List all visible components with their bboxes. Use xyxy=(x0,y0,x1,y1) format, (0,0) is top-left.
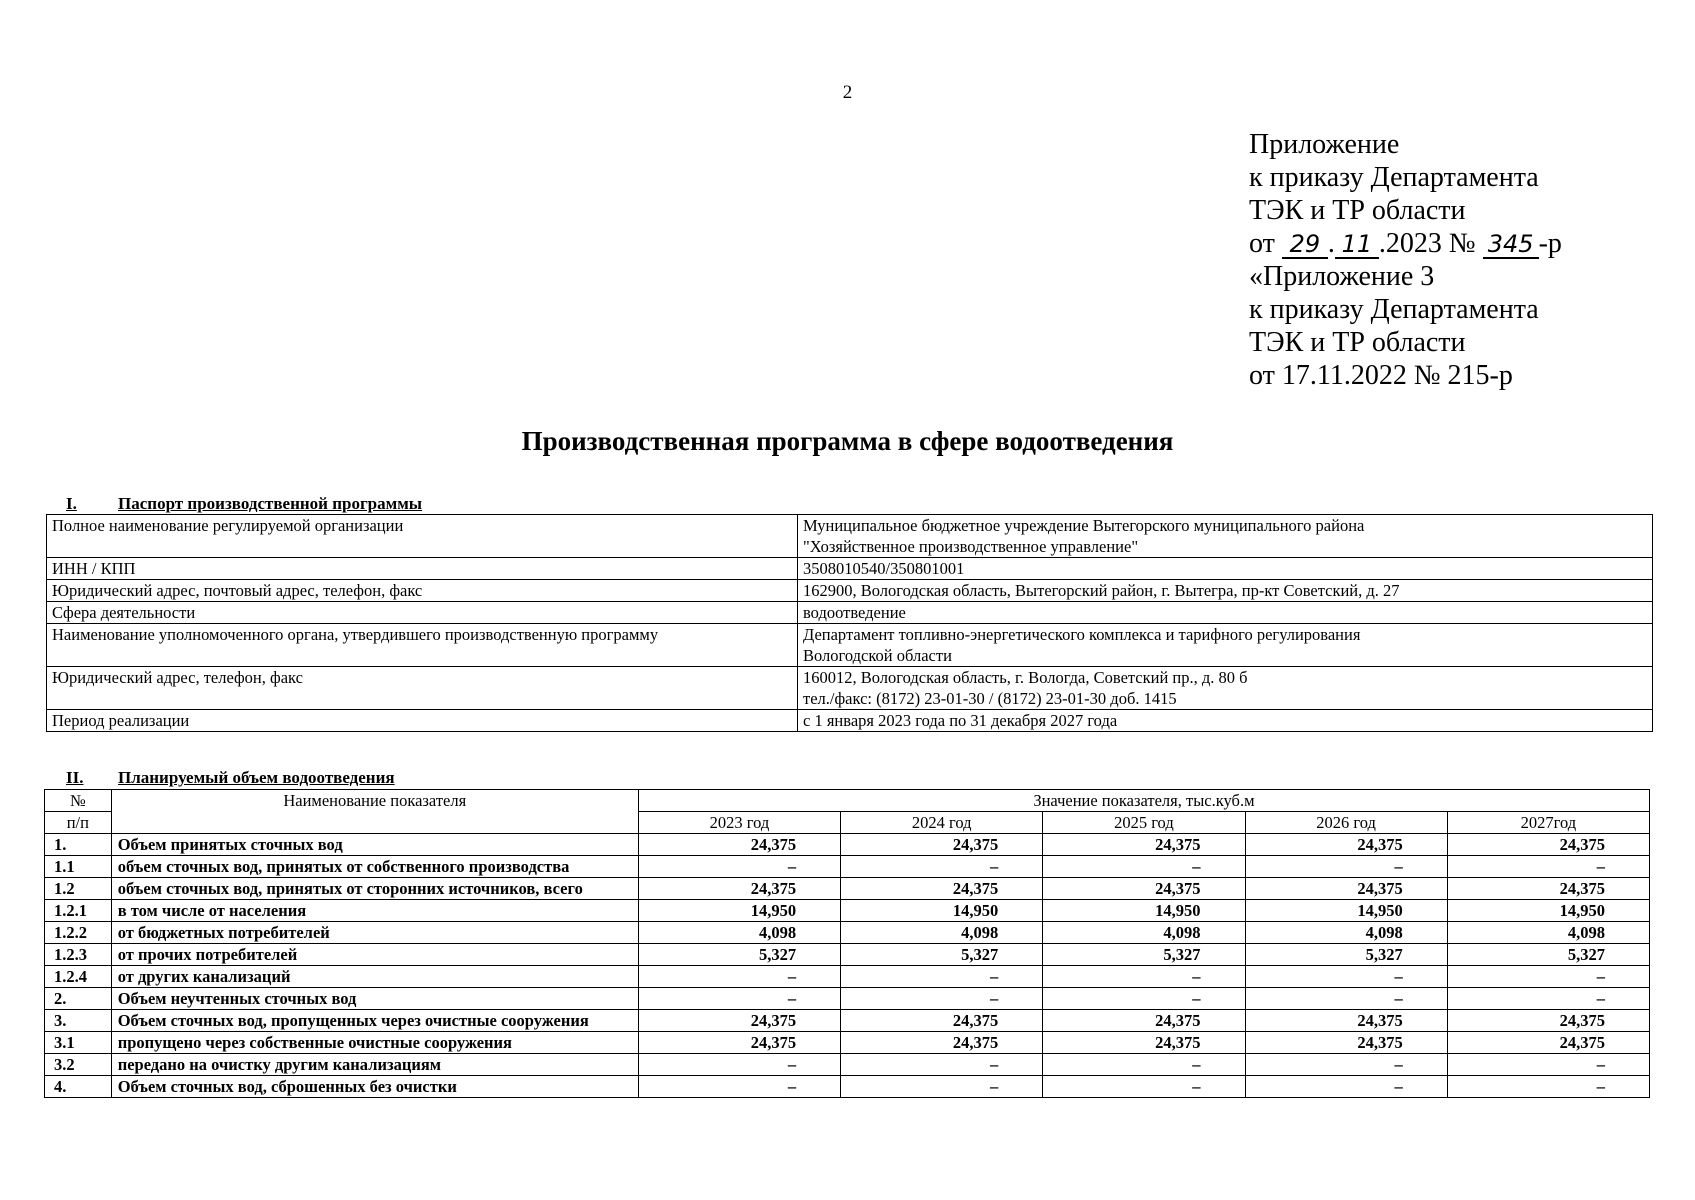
row-value: 24,375 xyxy=(1245,1010,1447,1032)
table-row xyxy=(45,1076,1650,1098)
row-value: – xyxy=(1245,1076,1447,1098)
appendix-date-line: от 29 . 11 .2023 № 345 -р xyxy=(1249,228,1562,259)
row-value: – xyxy=(1447,1076,1649,1098)
section-number: II. xyxy=(66,768,84,787)
row-number: 3. xyxy=(45,1010,112,1032)
row-value: 24,375 xyxy=(841,878,1043,900)
row-value: – xyxy=(841,988,1043,1010)
row-value: – xyxy=(638,1054,840,1076)
passport-value xyxy=(798,580,1653,602)
row-number: 1.2.4 xyxy=(45,966,112,988)
handwritten-month: 11 xyxy=(1335,231,1379,259)
table-row xyxy=(45,1032,1650,1054)
passport-value xyxy=(798,710,1653,732)
row-value: 24,375 xyxy=(1447,834,1649,856)
row-value: – xyxy=(1447,856,1649,878)
table-row xyxy=(45,1010,1650,1032)
row-value: 14,950 xyxy=(638,900,840,922)
passport-value-line: 160012, Вологодская область, г. Вологда, Советский пр., д. 80 б xyxy=(803,668,1248,687)
row-number: 4. xyxy=(45,1076,112,1098)
row-indicator-name: от других канализаций xyxy=(111,966,638,988)
row-number: 3.2 xyxy=(45,1054,112,1076)
passport-value xyxy=(798,515,1653,558)
appendix-line: ТЭК и ТР области xyxy=(1249,327,1466,358)
row-value: – xyxy=(1245,966,1447,988)
row-value: 24,375 xyxy=(841,834,1043,856)
row-value: 24,375 xyxy=(638,878,840,900)
row-number: 1.2.1 xyxy=(45,900,112,922)
section-number: I. xyxy=(66,494,77,513)
row-value: – xyxy=(1043,856,1245,878)
table-row xyxy=(45,878,1650,900)
appendix-line: к приказу Департамента xyxy=(1249,162,1539,193)
row-value: – xyxy=(638,988,840,1010)
row-number: 3.1 xyxy=(45,1032,112,1054)
row-indicator-name: объем сточных вод, принятых от сторонних источников, всего xyxy=(111,878,638,900)
passport-key: Период реализации xyxy=(47,710,798,732)
passport-key: Наименование уполномоченного органа, утвердившего производственную программу xyxy=(47,624,798,667)
row-indicator-name: Объем сточных вод, сброшенных без очистки xyxy=(111,1076,638,1098)
row-value: 14,950 xyxy=(1245,900,1447,922)
row-indicator-name: передано на очистку другим канализациям xyxy=(111,1054,638,1076)
row-value: 24,375 xyxy=(1043,1010,1245,1032)
row-value: – xyxy=(841,856,1043,878)
passport-key: ИНН / КПП xyxy=(47,558,798,580)
passport-value-line: Вологодской области xyxy=(803,646,952,665)
passport-table xyxy=(46,514,1653,732)
row-indicator-name: пропущено через собственные очистные сооружения xyxy=(111,1032,638,1054)
appendix-line: «Приложение 3 xyxy=(1249,261,1435,292)
row-value: 24,375 xyxy=(1447,878,1649,900)
header-year: 2023 год xyxy=(638,812,840,834)
passport-value-line: 3508010540/350801001 xyxy=(803,559,965,578)
row-indicator-name: Объем сточных вод, пропущенных через очистные сооружения xyxy=(111,1010,638,1032)
row-value: 24,375 xyxy=(1447,1010,1649,1032)
header-no-2: п/п xyxy=(45,812,112,834)
passport-row xyxy=(47,624,1653,667)
passport-value-line: Муниципальное бюджетное учреждение Вытегорского муниципального района xyxy=(803,516,1365,535)
row-value: – xyxy=(1447,988,1649,1010)
table-row xyxy=(45,1054,1650,1076)
table-row xyxy=(45,900,1650,922)
row-value: 24,375 xyxy=(841,1032,1043,1054)
row-value: 4,098 xyxy=(841,922,1043,944)
passport-value xyxy=(798,624,1653,667)
table-row xyxy=(45,988,1650,1010)
date-prefix: от xyxy=(1249,228,1275,259)
order-suffix: -р xyxy=(1538,228,1562,259)
passport-value-line: Департамент топливно-энергетического комплекса и тарифного регулирования xyxy=(803,625,1361,644)
row-value: – xyxy=(1245,856,1447,878)
passport-key: Сфера деятельности xyxy=(47,602,798,624)
row-number: 1.2.3 xyxy=(45,944,112,966)
row-indicator-name: объем сточных вод, принятых от собственного производства xyxy=(111,856,638,878)
row-value: 4,098 xyxy=(1245,922,1447,944)
row-value: 4,098 xyxy=(1043,922,1245,944)
row-value: – xyxy=(1043,988,1245,1010)
row-number: 2. xyxy=(45,988,112,1010)
section-title: Планируемый объем водоотведения xyxy=(118,768,395,787)
page-number: 2 xyxy=(842,82,853,103)
passport-key: Юридический адрес, почтовый адрес, телефон, факс xyxy=(47,580,798,602)
passport-row xyxy=(47,710,1653,732)
row-indicator-name: Объем неучтенных сточных вод xyxy=(111,988,638,1010)
passport-value-line: водоотведение xyxy=(803,603,906,622)
row-value: 24,375 xyxy=(1245,834,1447,856)
row-value: – xyxy=(638,966,840,988)
row-value: – xyxy=(1447,1054,1649,1076)
header-year: 2025 год xyxy=(1043,812,1245,834)
passport-value xyxy=(798,602,1653,624)
row-value: – xyxy=(638,856,840,878)
passport-value xyxy=(798,558,1653,580)
row-value: 24,375 xyxy=(1043,1032,1245,1054)
passport-value-line: "Хозяйственное производственное управление" xyxy=(803,537,1139,556)
header-year: 2027год xyxy=(1447,812,1649,834)
row-value: 24,375 xyxy=(1043,878,1245,900)
row-value: 4,098 xyxy=(1447,922,1649,944)
row-value: 24,375 xyxy=(1447,1032,1649,1054)
row-value: 5,327 xyxy=(638,944,840,966)
row-value: 5,327 xyxy=(1447,944,1649,966)
row-value: – xyxy=(1447,966,1649,988)
row-indicator-name: от прочих потребителей xyxy=(111,944,638,966)
table-row xyxy=(45,966,1650,988)
passport-row xyxy=(47,667,1653,710)
row-value: 24,375 xyxy=(1245,1032,1447,1054)
row-value: – xyxy=(841,966,1043,988)
row-value: – xyxy=(1043,1054,1245,1076)
passport-value-line: с 1 января 2023 года по 31 декабря 2027 года xyxy=(803,711,1118,730)
row-value: 24,375 xyxy=(638,834,840,856)
row-indicator-name: Объем принятых сточных вод xyxy=(111,834,638,856)
appendix-block xyxy=(1249,128,1562,392)
appendix-line: ТЭК и ТР области xyxy=(1249,195,1466,226)
passport-value-line: 162900, Вологодская область, Вытегорский район, г. Вытегра, пр-кт Советский, д. 27 xyxy=(803,581,1400,600)
passport-row xyxy=(47,602,1653,624)
header-no: № xyxy=(45,790,112,812)
row-value: – xyxy=(638,1076,840,1098)
header-name: Наименование показателя xyxy=(111,790,638,834)
row-value: – xyxy=(1245,988,1447,1010)
section-title: Паспорт производственной программы xyxy=(118,494,423,513)
row-value: 14,950 xyxy=(1043,900,1245,922)
row-number: 1. xyxy=(45,834,112,856)
row-indicator-name: от бюджетных потребителей xyxy=(111,922,638,944)
volume-table xyxy=(44,789,1650,1098)
row-value: 24,375 xyxy=(1245,878,1447,900)
appendix-line: Приложение xyxy=(1249,129,1400,160)
table-row xyxy=(45,856,1650,878)
section-1-heading xyxy=(66,494,422,514)
row-value: – xyxy=(1043,1076,1245,1098)
row-value: 5,327 xyxy=(841,944,1043,966)
row-value: – xyxy=(841,1054,1043,1076)
row-value: 24,375 xyxy=(841,1010,1043,1032)
passport-value xyxy=(798,667,1653,710)
passport-row xyxy=(47,580,1653,602)
row-value: 24,375 xyxy=(638,1010,840,1032)
passport-key: Юридический адрес, телефон, факс xyxy=(47,667,798,710)
section-2-heading xyxy=(66,768,395,788)
row-value: – xyxy=(1245,1054,1447,1076)
passport-key: Полное наименование регулируемой организации xyxy=(47,515,798,558)
row-value: 14,950 xyxy=(841,900,1043,922)
appendix-line: к приказу Департамента xyxy=(1249,294,1539,325)
passport-row xyxy=(47,515,1653,558)
passport-value-line: тел./факс: (8172) 23-01-30 / (8172) 23-01-30 доб. 1415 xyxy=(803,689,1177,708)
passport-row xyxy=(47,558,1653,580)
table-row xyxy=(45,922,1650,944)
handwritten-order-number: 345 xyxy=(1483,231,1539,259)
row-number: 1.2.2 xyxy=(45,922,112,944)
row-indicator-name: в том числе от населения xyxy=(111,900,638,922)
header-value-group: Значение показателя, тыс.куб.м xyxy=(638,790,1649,812)
appendix-line: от 17.11.2022 № 215-р xyxy=(1249,360,1513,391)
row-number: 1.2 xyxy=(45,878,112,900)
row-value: – xyxy=(841,1076,1043,1098)
header-year: 2026 год xyxy=(1245,812,1447,834)
date-year: .2023 № xyxy=(1378,228,1476,259)
table-row xyxy=(45,944,1650,966)
row-value: 5,327 xyxy=(1245,944,1447,966)
row-value: 4,098 xyxy=(638,922,840,944)
row-value: 5,327 xyxy=(1043,944,1245,966)
header-year: 2024 год xyxy=(841,812,1043,834)
row-value: 24,375 xyxy=(638,1032,840,1054)
handwritten-day: 29 xyxy=(1282,231,1328,259)
row-value: 24,375 xyxy=(1043,834,1245,856)
row-number: 1.1 xyxy=(45,856,112,878)
table-row xyxy=(45,834,1650,856)
row-value: – xyxy=(1043,966,1245,988)
row-value: 14,950 xyxy=(1447,900,1649,922)
document-title: Производственная программа в сфере водоотведения xyxy=(521,426,1174,456)
